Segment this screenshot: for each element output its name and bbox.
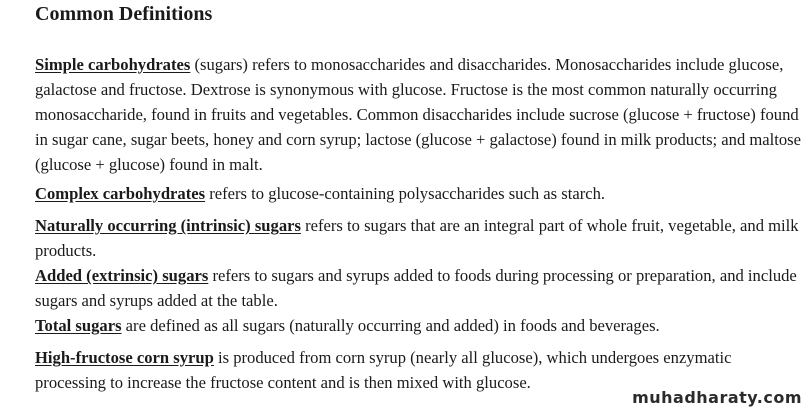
term-complex-carbohydrates: Complex carbohydrates: [35, 184, 206, 203]
definition-text: refers to glucose-containing polysaccharides such as starch.: [205, 184, 606, 203]
definition-text: refers to sugars that are an integral part of whole fruit, vegetable, and milk products.: [35, 216, 799, 260]
page-title: Common Definitions: [35, 3, 213, 25]
definition-naturally-occurring-sugars: [35, 213, 805, 263]
term-naturally-occurring-sugars: Naturally occurring (intrinsic) sugars: [35, 216, 301, 235]
definition-text: refers to sugars and syrups added to foods during processing or preparation, and include sugars and syrups added at the table.: [35, 266, 797, 310]
term-simple-carbohydrates: Simple carbohydrates: [35, 55, 191, 74]
term-high-fructose-corn-syrup: High-fructose corn syrup: [35, 348, 214, 367]
term-total-sugars: Total sugars: [35, 316, 122, 335]
watermark-logo: muhadharaty.com: [632, 388, 802, 407]
definition-text: is produced from corn syrup (nearly all glucose), which undergoes enzymatic processing to increase the fructose content and is then mixed with glucose.: [35, 348, 732, 392]
definition-text: (sugars) refers to monosaccharides and disaccharides. Monosaccharides include glucose, galactose and fructose. Dextrose is synonymous with glucose. Fructose is the most common naturally occurring monosaccharide, found in fruits and vegetables. Common disaccharides include sucrose (glucose + fructose) found in sugar cane, sugar beets, honey and corn syrup; lactose (glucose + galactose) found in milk products; and maltose (glucose + glucose) found in malt.: [35, 55, 802, 174]
definition-simple-carbohydrates: [35, 52, 805, 177]
definitions-list: [35, 52, 805, 395]
document-page: [35, 0, 805, 395]
definition-complex-carbohydrates: [35, 181, 805, 206]
definition-text: are defined as all sugars (naturally occurring and added) in foods and beverages.: [121, 316, 660, 335]
definition-total-sugars: [35, 313, 805, 338]
definition-added-sugars: [35, 263, 805, 313]
term-added-sugars: Added (extrinsic) sugars: [35, 266, 209, 285]
